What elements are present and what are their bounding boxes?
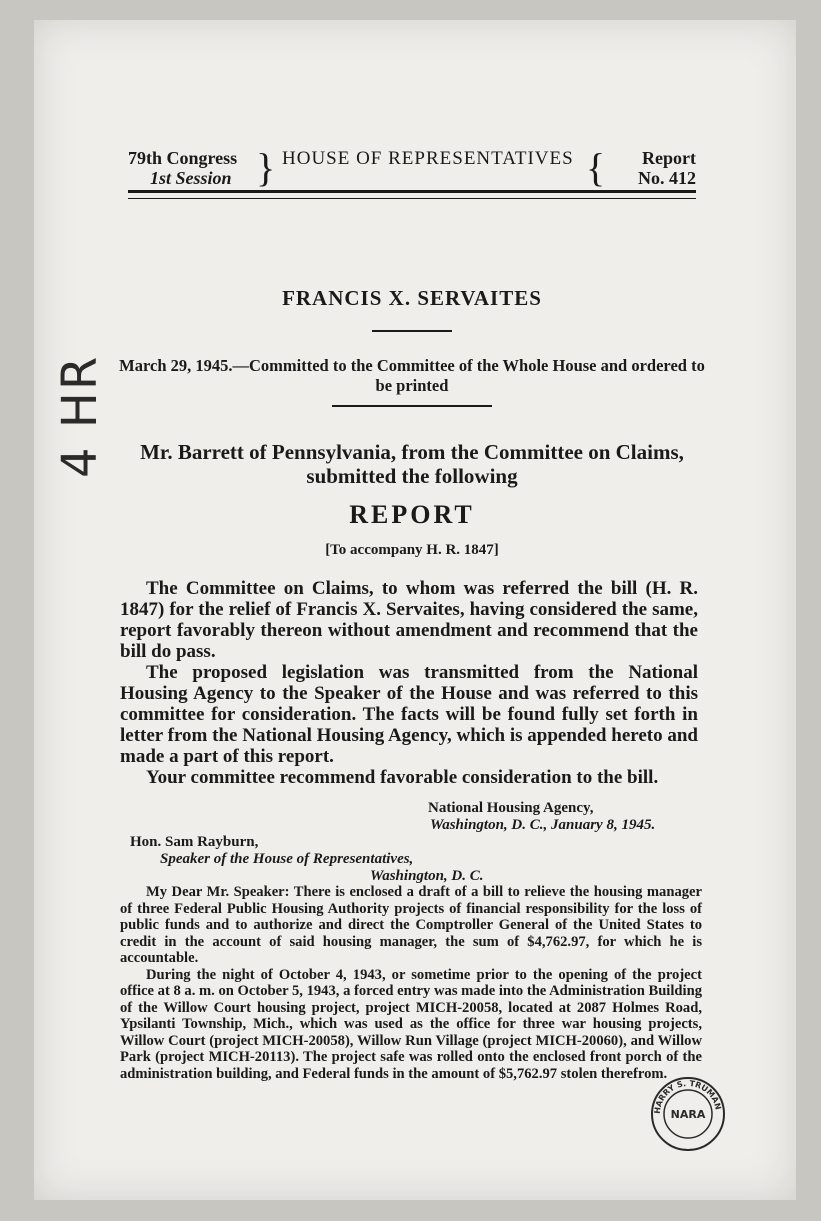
library-stamp (648, 1074, 728, 1154)
congress-label: 79th Congress (128, 148, 238, 168)
handwritten-margin-note: 4 HR (52, 354, 108, 478)
svg-text:HARRY S. TRUMAN LIBRARY: HARRY S. TRUMAN (652, 1078, 723, 1115)
committed-notice: March 29, 1945.—Committed to the Committee of the Whole House and ordered to be printed (119, 356, 705, 395)
letter-addressee (130, 834, 484, 885)
header-rule (128, 190, 696, 199)
report-number: No. 412 (638, 168, 696, 188)
report-header (128, 145, 696, 190)
agency-name: National Housing Agency, (428, 800, 594, 816)
accompany-line: [To accompany H. R. 1847] (325, 542, 499, 558)
report-label: Report (642, 148, 696, 168)
report-heading: REPORT (349, 500, 475, 529)
library-stamp-icon (648, 1074, 728, 1154)
letter-paragraph: During the night of October 4, 1943, or sometime prior to the opening of the project office at 8 a. m. on October 5, 1943, a forced entry was made into the Administration Building of the Willow Court housing project, project MICH-20058, located at 2087 Holmes Road, Ypsilanti Township, Mich., which was used as the office for three war housing projects, Willow Court (project MICH-20058), Willow Run Village (project MICH-20060), and Willow Park (project MICH-20113). The project safe was rolled onto the enclosed front porch of the administration building, and Federal funds in the amount of $5,762.97 stolen therefrom. (120, 966, 702, 1082)
brace-left: } (256, 145, 276, 190)
body-paragraph: The Committee on Claims, to whom was referred the bill (H. R. 1847) for the relief of Francis X. Servaites, having considered the same, report favorably thereon without amendment and recommend that the bill do pass. (120, 578, 698, 662)
addressee-title: Speaker of the House of Representatives, (160, 851, 414, 867)
submitted-line: Mr. Barrett of Pennsylvania, from the Committee on Claims, submitted the following (140, 440, 684, 488)
session-label: 1st Session (150, 168, 232, 188)
agency-place-date: Washington, D. C., January 8, 1945. (430, 817, 656, 833)
letter-paragraph: My Dear Mr. Speaker: There is enclosed a draft of a bill to relieve the housing manager of three Federal Public Housing Authority projects of financial responsibility for the loss of public funds and to authorize and direct the Comptroller General of the United States to credit in the account of said housing manager, the sum of $4,762.97, for which he is accountable. (120, 884, 702, 966)
report-body (120, 578, 698, 788)
chamber-label: HOUSE OF REPRESENTATIVES (282, 148, 574, 169)
divider-rule (332, 405, 492, 407)
body-paragraph: Your committee recommend favorable consideration to the bill. (146, 767, 659, 788)
report-title: FRANCIS X. SERVAITES (282, 286, 542, 310)
letter-sender (428, 800, 655, 834)
congress-session (128, 148, 237, 188)
brace-right: { (586, 145, 606, 190)
svg-text:NARA: NARA (670, 1108, 706, 1121)
report-number-block (638, 148, 696, 188)
letter-body (120, 884, 702, 1082)
addressee-place: Washington, D. C. (370, 868, 484, 884)
body-paragraph: The proposed legislation was transmitted from the National Housing Agency to the Speaker of the House and was referred to this committee for consideration. The facts will be found fully set forth in letter from the National Housing Agency, which is appended hereto and made a part of this report. (120, 662, 698, 767)
divider-rule (372, 330, 452, 332)
addressee-name: Hon. Sam Rayburn, (130, 834, 259, 850)
